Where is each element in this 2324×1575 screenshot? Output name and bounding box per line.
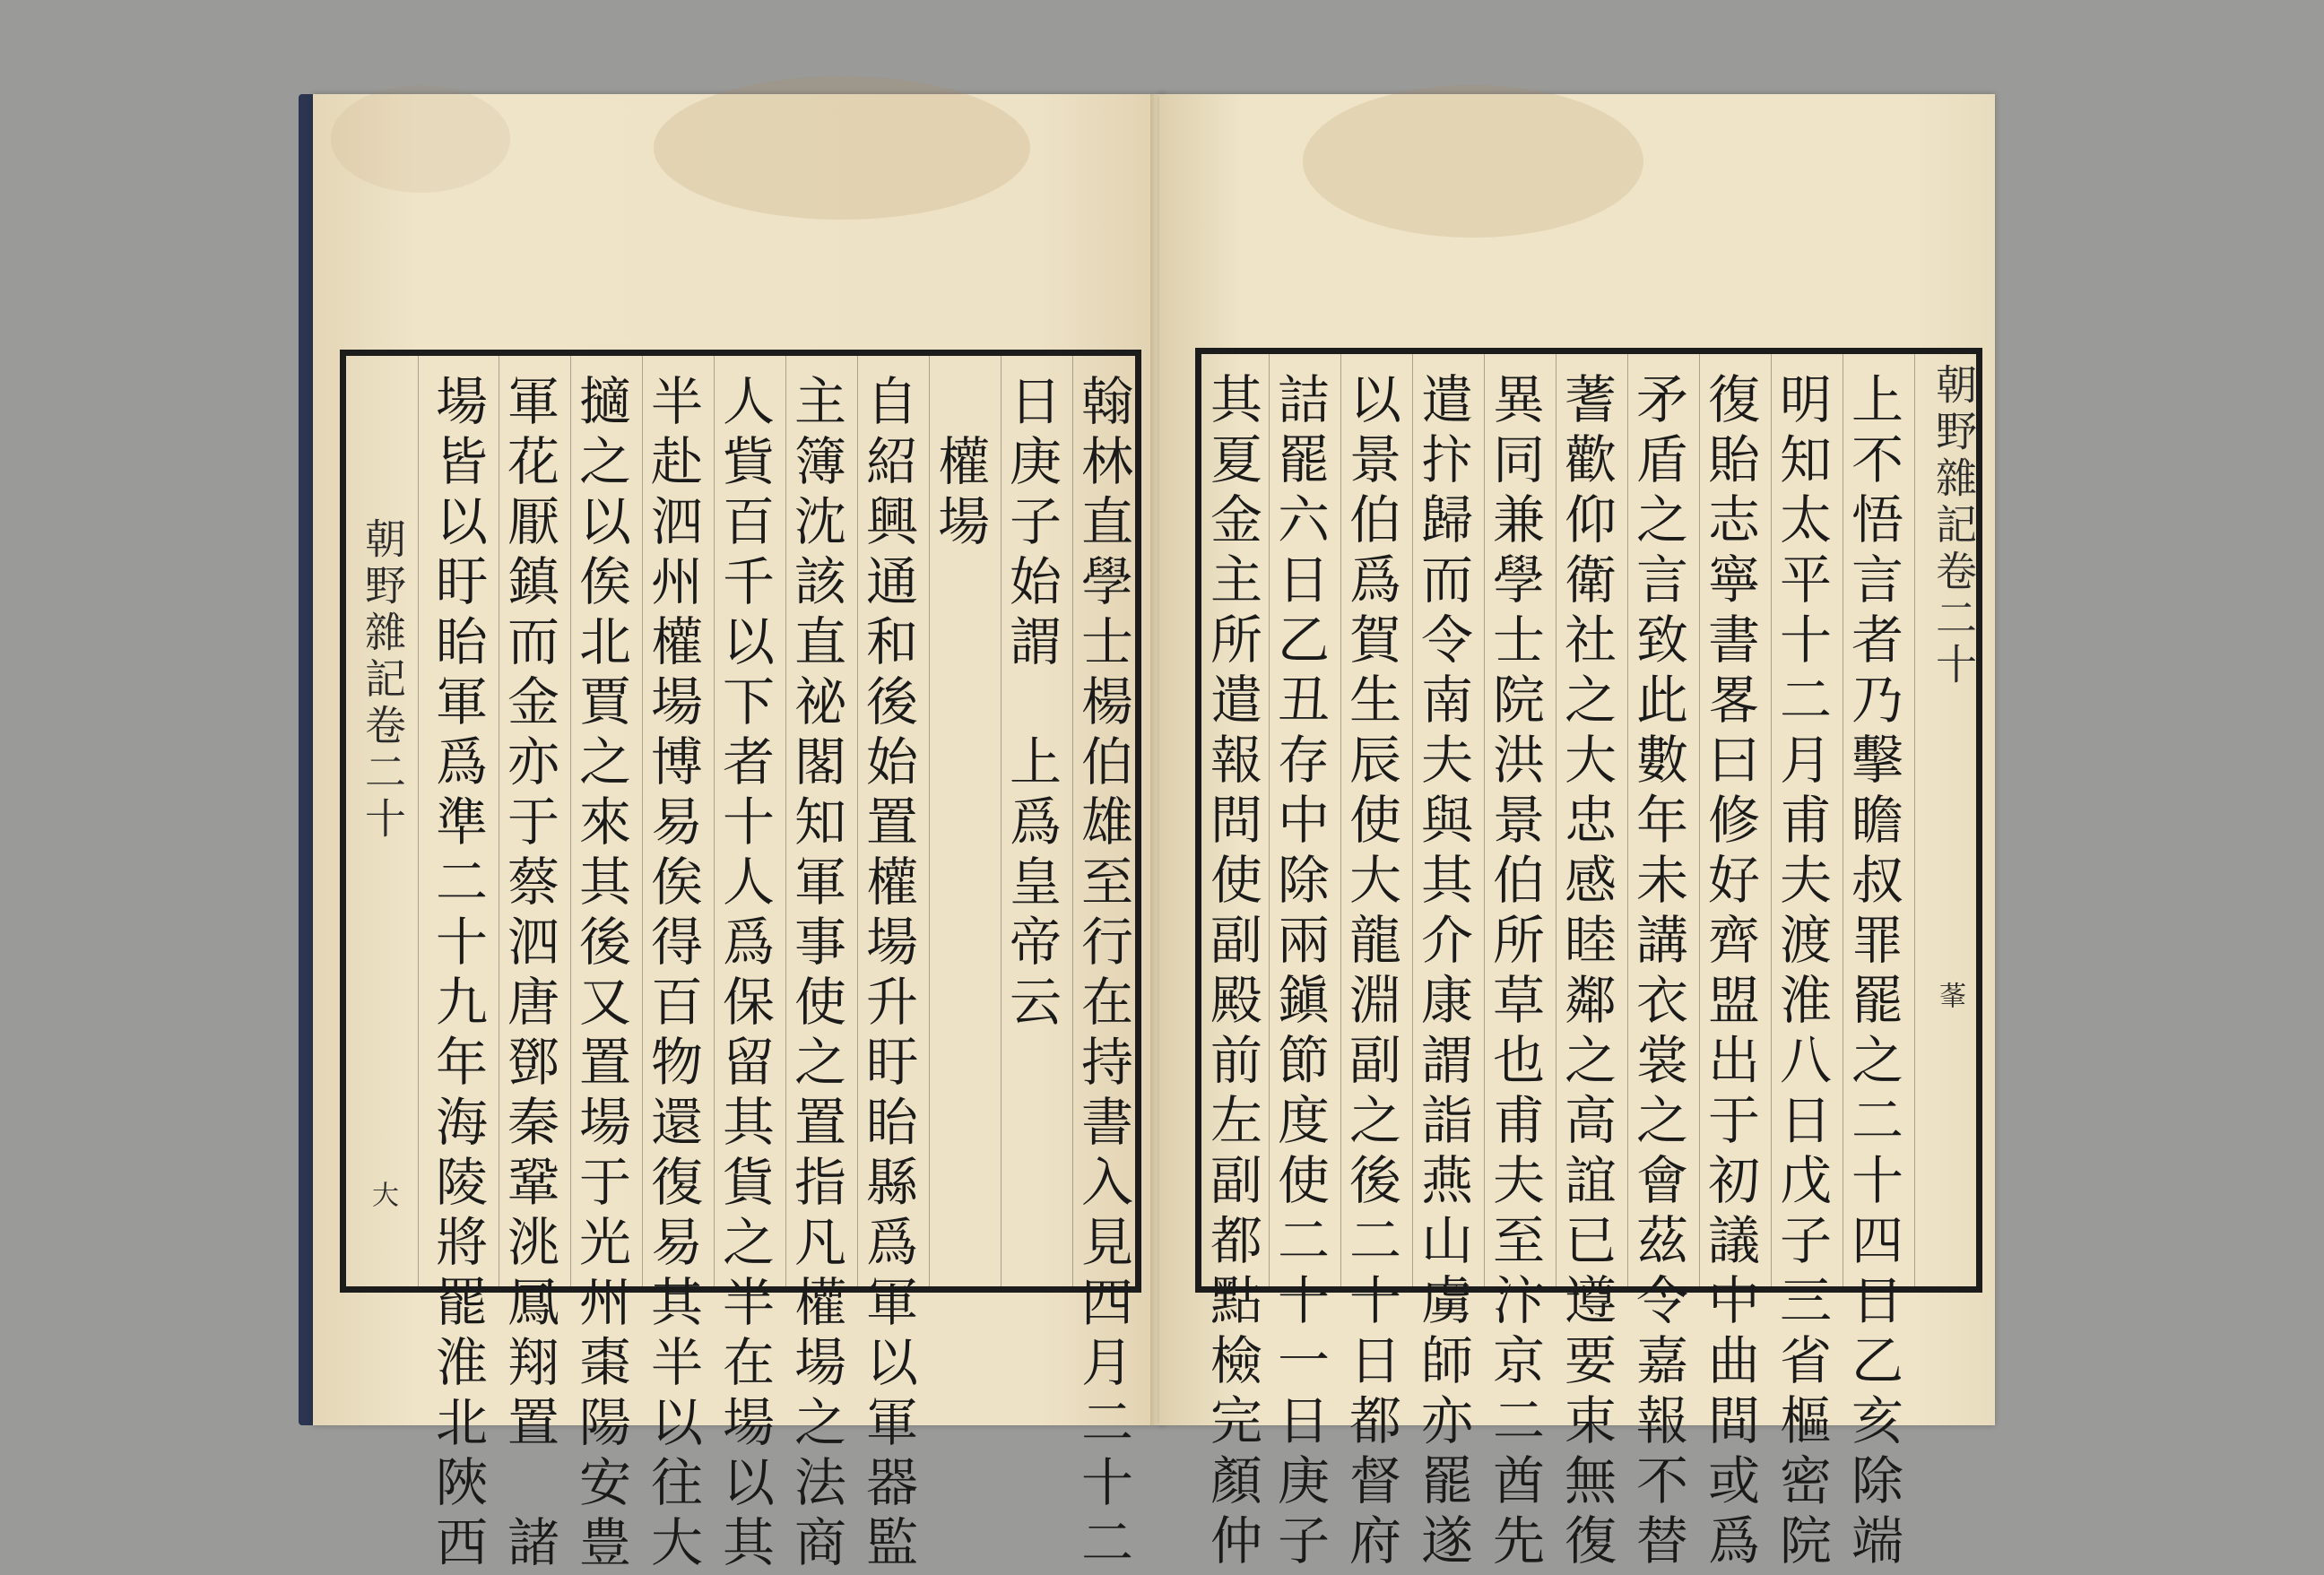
margin-title: 朝野雜記卷二十 [1929, 363, 1978, 689]
column-rule [1914, 354, 1915, 1286]
text-column: 詰罷六日乙丑存中除兩鎭節度使二十一日庚子 [1269, 372, 1330, 1573]
text-column: 自紹興通和後始置權場升盱眙縣爲軍以軍器監 [857, 374, 918, 1575]
text-column: 其夏金主所遣報問使副殿前左副都點檢完顏仲 [1201, 372, 1262, 1573]
book-spread [299, 94, 1995, 1575]
text-column: 權場 [929, 374, 990, 554]
right-page [1159, 94, 1995, 1573]
text-frame [340, 350, 1141, 1575]
text-column: 上不悟言者乃擊瞻叔罪罷之二十四日乙亥除端 [1843, 372, 1903, 1573]
water-stain [331, 85, 510, 193]
water-stain [654, 76, 1030, 220]
text-column: 復貽志寧書畧曰修好齊盟出于初議中曲間或爲 [1699, 372, 1760, 1573]
text-column: 異同兼學士院洪景伯所草也甫夫至汴京二酋先 [1484, 372, 1545, 1573]
text-column: 場皆以盱眙軍爲準二十九年海陵將罷淮北陜西 [427, 374, 488, 1575]
text-column: 以景伯爲賀生辰使大龍淵副之後二十日都督府 [1340, 372, 1401, 1573]
text-column: 半赴泗州權場博易俟得百物還復易其半以往大 [642, 374, 703, 1575]
text-column: 矛盾之言致此數年未講衣裳之會茲令嘉報不替 [1627, 372, 1688, 1573]
text-frame [1195, 348, 1982, 1573]
text-column: 明知太平十二月甫夫渡淮八日戊子三省樞密院 [1771, 372, 1832, 1573]
text-column: 蓍歡仰衛社之大忠感睦鄰之高誼已遵要束無復 [1556, 372, 1617, 1573]
folio-number: 莑 [1934, 982, 1965, 1010]
text-column: 翰林直學士楊伯雄至行在持書入見四月二十二 [1072, 374, 1133, 1575]
text-column: 遣抃歸而令南夫與其介康謂詣燕山虜師亦罷遂 [1412, 372, 1473, 1573]
text-column: 主簿沈該直祕閣知軍事使之置指凡權場之法商 [785, 374, 846, 1575]
margin-title: 朝野雜記卷二十 [359, 517, 407, 844]
water-stain [1303, 85, 1643, 238]
folio-number: 大 [367, 1181, 398, 1209]
text-column: 擿之以俟北賈之來其後又置場于光州棗陽安豊 [570, 374, 631, 1575]
left-page [313, 94, 1165, 1575]
text-column: 軍花厭鎮而金亦于蔡泗唐鄧秦鞏洮鳳翔置 諸 [499, 374, 559, 1575]
text-column: 人貲百千以下者十人爲保留其貨之半在場以其 [714, 374, 775, 1575]
text-column: 日庚子始謂 上爲皇帝云 [1001, 374, 1062, 1034]
column-rule [418, 356, 419, 1286]
